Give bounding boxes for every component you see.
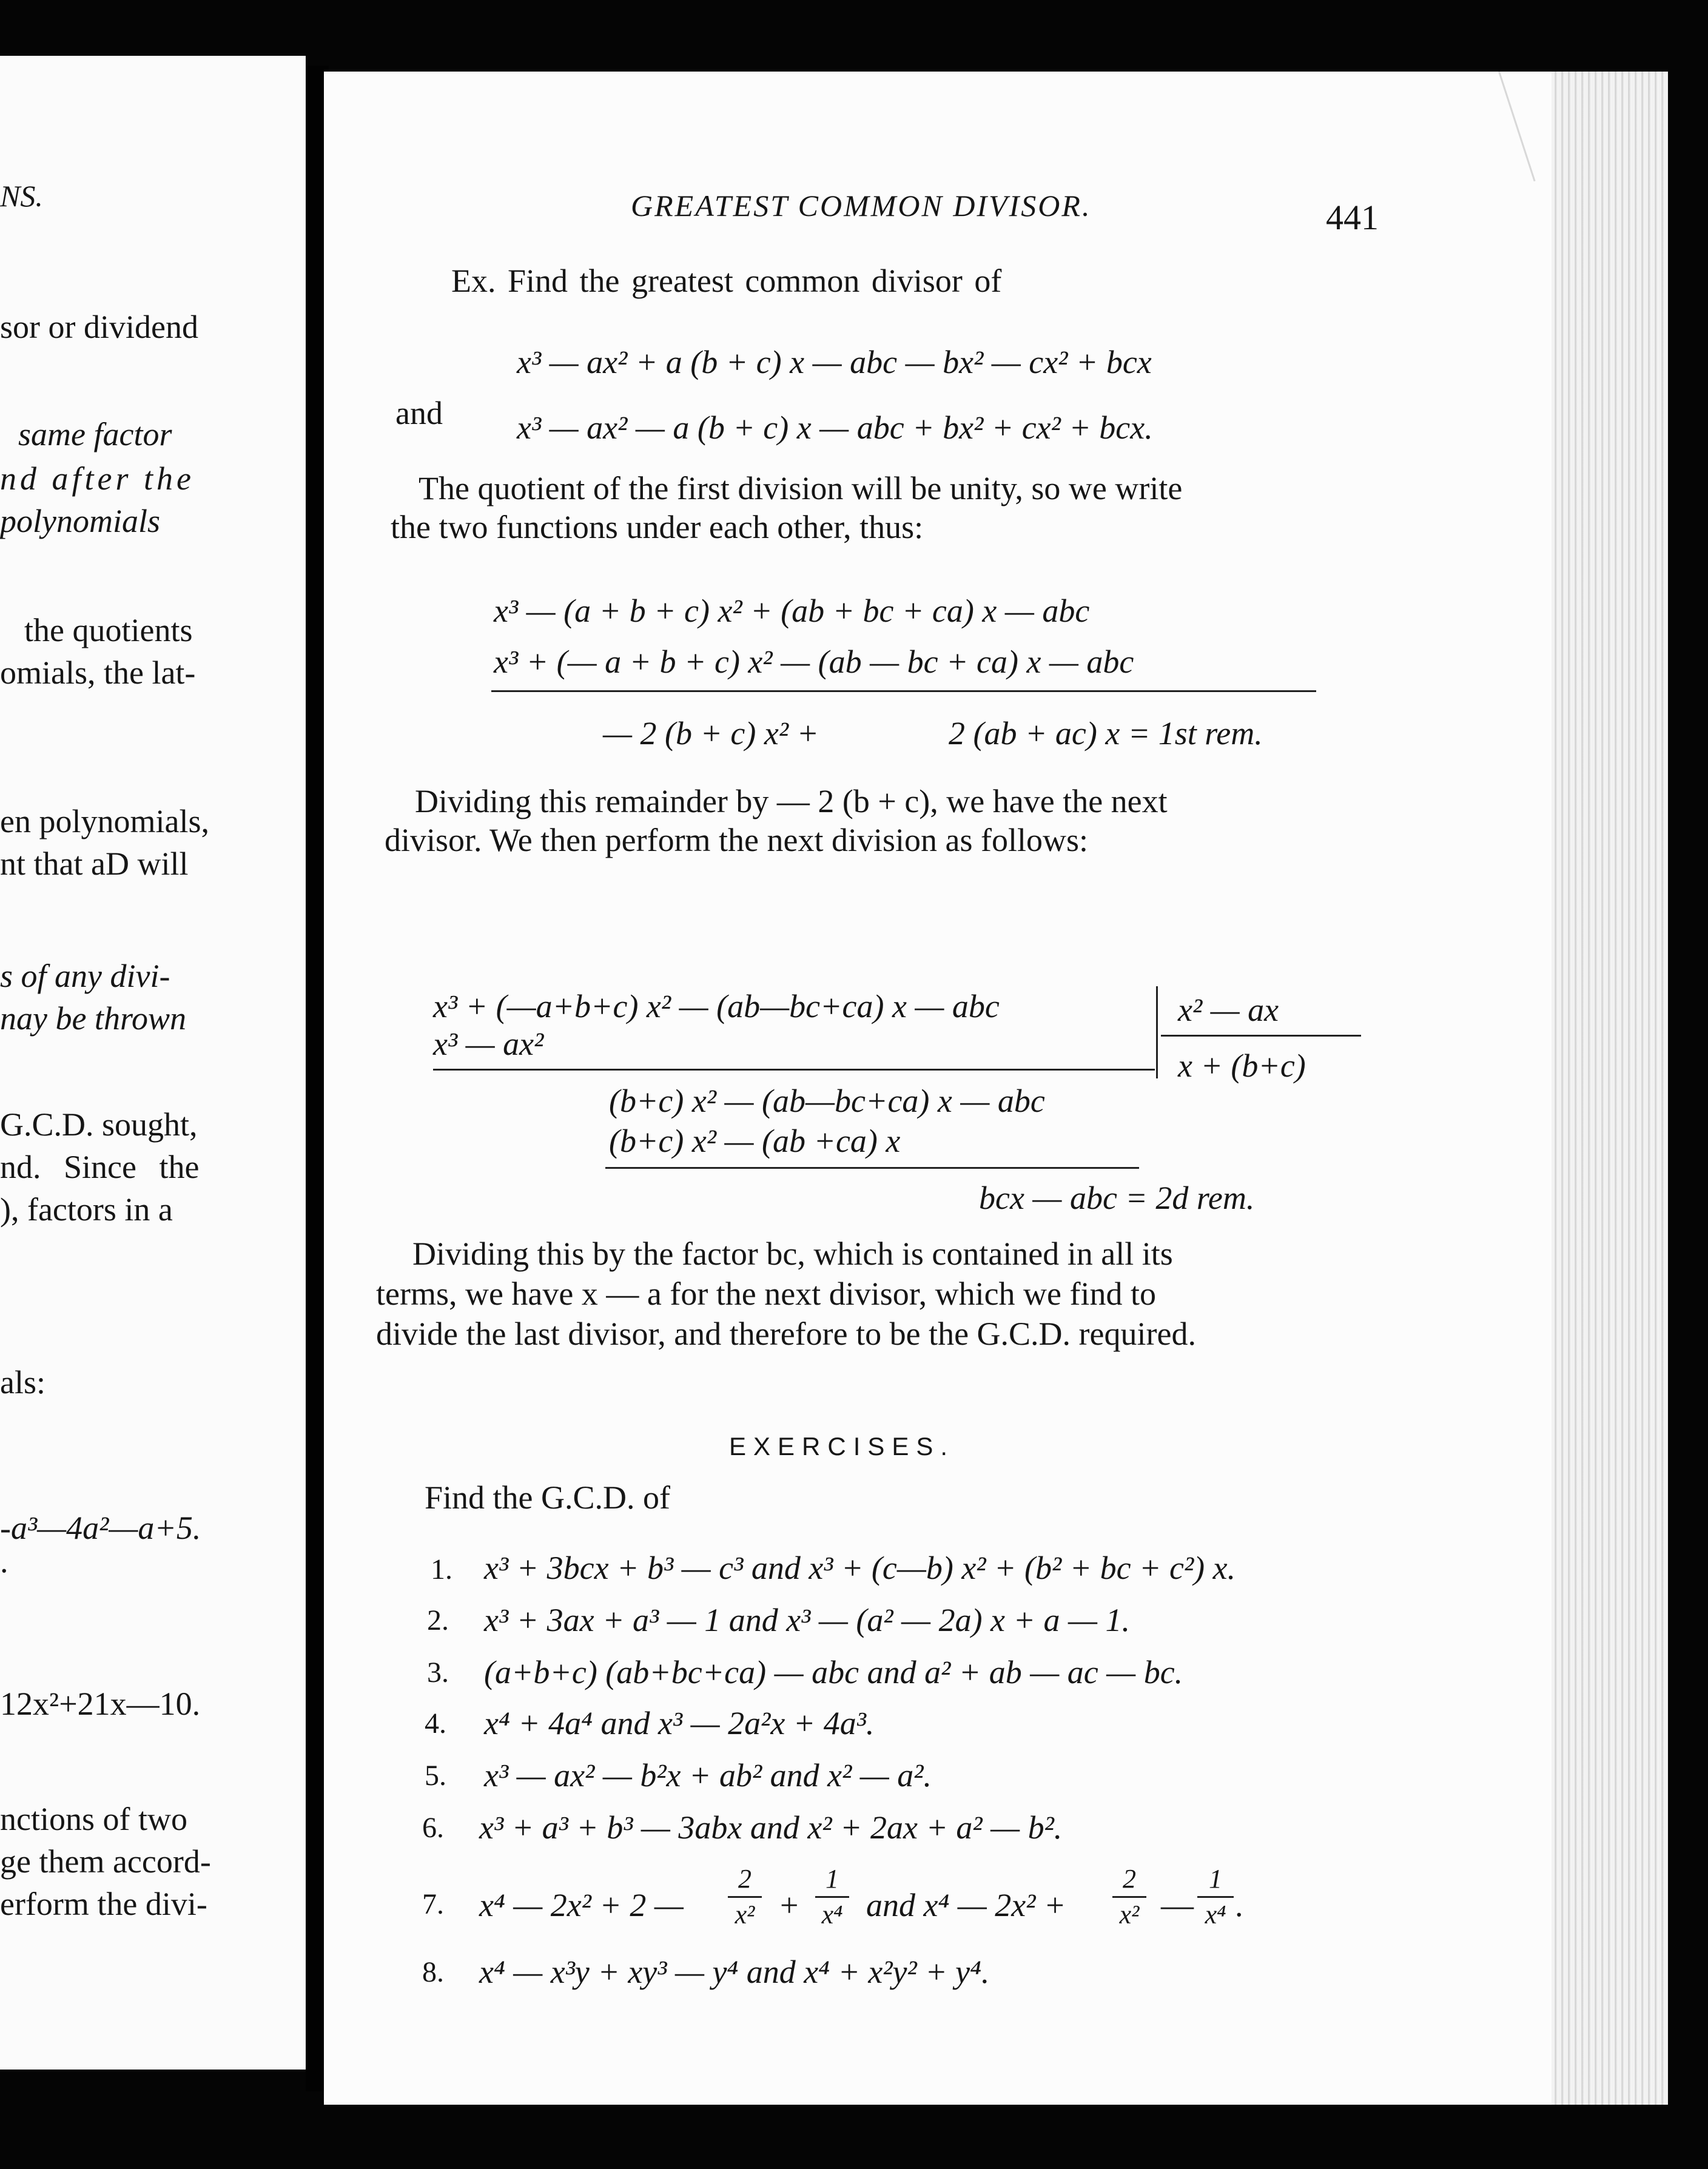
left-line-5: polynomials	[0, 503, 160, 539]
exercise-1-text: x³ + 3bcx + b³ — c³ and x³ + (c—b) x² + (b² + bc + c²) x.	[484, 1550, 1236, 1586]
subtraction-1-line-1: x³ — (a + b + c) x² + (ab + bc + ca) x — abc	[494, 593, 1090, 629]
exercise-1-number: 1.	[431, 1553, 452, 1586]
exercise-7-fraction-4-denominator: x⁴	[1205, 1900, 1226, 1929]
subtraction-1-remainder-left: — 2 (b + c) x² +	[603, 715, 819, 752]
page-edges	[1552, 72, 1668, 2105]
exercise-7-fraction-1-numerator: 2	[738, 1864, 751, 1894]
paragraph-3-line-1: Dividing this by the factor bc, which is contained in all its	[412, 1236, 1173, 1272]
left-line-15: als:	[0, 1364, 45, 1401]
paragraph-3-line-3: divide the last divisor, and therefore to be the G.C.D. required.	[376, 1316, 1196, 1352]
example-polynomial-2: x³ — ax² — a (b + c) x — abc + bx² + cx² + bcx.	[517, 409, 1153, 446]
division-2-quotient: x + (b+c)	[1178, 1048, 1306, 1084]
exercise-5-text: x³ — ax² — b²x + ab² and x² — a².	[484, 1757, 932, 1794]
exercise-4-number: 4.	[425, 1707, 446, 1740]
left-line-3: same factor	[18, 416, 172, 452]
exercises-intro: Find the G.C.D. of	[425, 1479, 670, 1516]
exercise-2-number: 2.	[427, 1604, 449, 1636]
exercise-7-number: 7.	[422, 1888, 444, 1920]
running-header: GREATEST COMMON DIVISOR.	[631, 189, 1092, 223]
subtraction-1-remainder-right: 2 (ab + ac) x = 1st rem.	[949, 715, 1263, 752]
paragraph-1	[391, 472, 1494, 543]
exercise-7-minus: —	[1161, 1887, 1194, 1923]
paragraph-1-line-1: The quotient of the first division will be unity, so we write	[419, 470, 1183, 506]
exercise-5-number: 5.	[425, 1760, 446, 1792]
exercise-7-fraction-4	[1197, 1866, 1234, 1928]
left-line-11: nay be thrown	[0, 1000, 186, 1037]
paragraph-3-line-2: terms, we have x — a for the next divisor, which we find to	[376, 1276, 1157, 1312]
subtraction-1-line-2: x³ + (— a + b + c) x² — (ab — bc + ca) x — abc	[494, 644, 1134, 680]
left-line-1: NS.	[0, 179, 43, 213]
exercise-7-fraction-2-denominator: x⁴	[821, 1900, 843, 1929]
left-line-17: .	[0, 1543, 8, 1579]
division-2-divisor: x² — ax	[1178, 992, 1279, 1028]
division-2-line-3: (b+c) x² — (ab—bc+ca) x — abc	[609, 1083, 1045, 1119]
example-intro: Ex. Find the greatest common divisor of	[451, 263, 1002, 299]
left-line-18: 12x²+21x—10.	[0, 1686, 201, 1722]
paragraph-1-line-2: the two functions under each other, thus:	[391, 509, 924, 545]
left-line-19: nctions of two	[0, 1801, 187, 1837]
division-2-rule-1	[433, 1069, 1155, 1071]
exercise-6-text: x³ + a³ + b³ — 3abx and x² + 2ax + a² — b².	[479, 1809, 1063, 1846]
left-line-21: erform the divi-	[0, 1886, 207, 1922]
division-2-remainder: bcx — abc = 2d rem.	[979, 1180, 1255, 1216]
left-line-4: nd after the	[0, 460, 195, 497]
paragraph-2-line-2: divisor. We then perform the next division as follows:	[385, 822, 1088, 858]
exercise-7-fraction-1	[728, 1866, 762, 1928]
right-page	[324, 72, 1668, 2105]
example-polynomial-1: x³ — ax² + a (b + c) x — abc — bx² — cx² + bcx	[517, 344, 1152, 380]
exercise-7-fraction-1-denominator: x²	[735, 1900, 755, 1929]
paragraph-2-line-1: Dividing this remainder by — 2 (b + c), we have the next	[415, 783, 1168, 819]
page-crease	[1498, 72, 1536, 181]
left-line-7: omials, the lat-	[0, 654, 196, 691]
left-line-6: the quotients	[24, 612, 193, 648]
paragraph-2	[385, 785, 1476, 856]
exercise-2-text: x³ + 3ax + a³ — 1 and x³ — (a² — 2a) x + a — 1.	[484, 1602, 1130, 1638]
left-line-10: s of any divi-	[0, 958, 170, 994]
exercise-3-number: 3.	[427, 1656, 449, 1689]
exercise-8-number: 8.	[422, 1956, 444, 1988]
division-2-rule-2	[605, 1167, 1139, 1169]
left-line-12: G.C.D. sought,	[0, 1106, 198, 1143]
exercise-7-fraction-3-denominator: x²	[1119, 1900, 1140, 1929]
page-number: 441	[1326, 198, 1379, 237]
left-line-13: nd. Since the	[0, 1149, 200, 1185]
exercise-7-fraction-2	[815, 1866, 849, 1928]
exercises-heading: EXERCISES.	[729, 1432, 955, 1461]
division-2-line-4: (b+c) x² — (ab +ca) x	[609, 1123, 901, 1159]
division-2-first-product: x³ — ax²	[433, 1026, 544, 1062]
exercise-6-number: 6.	[422, 1812, 444, 1844]
left-line-14: ), factors in a	[0, 1191, 173, 1228]
exercise-7-fraction-2-numerator: 1	[825, 1864, 839, 1894]
left-line-8: en polynomials,	[0, 803, 209, 839]
left-page	[0, 56, 306, 2070]
left-line-9: nt that aD will	[0, 846, 189, 882]
paragraph-3	[376, 1237, 1484, 1350]
exercise-7-fraction-3	[1112, 1866, 1146, 1928]
division-2-divisor-bar	[1156, 986, 1158, 1078]
left-line-2: sor or dividend	[0, 309, 198, 345]
exercise-7-fraction-4-numerator: 1	[1209, 1864, 1222, 1894]
exercise-3-text: (a+b+c) (ab+bc+ca) — abc and a² + ab — ac — bc.	[484, 1654, 1183, 1690]
exercise-8-text: x⁴ — x³y + xy³ — y⁴ and x⁴ + x²y² + y⁴.	[479, 1954, 990, 1990]
division-2-divisor-rule	[1161, 1035, 1361, 1037]
division-2-dividend: x³ + (—a+b+c) x² — (ab—bc+ca) x — abc	[433, 988, 1000, 1024]
exercise-7-end: .	[1235, 1887, 1243, 1923]
exercise-7-part-1: x⁴ — 2x² + 2 —	[479, 1887, 684, 1923]
exercise-7-and-part: and x⁴ — 2x² +	[866, 1887, 1066, 1923]
exercise-7-plus: +	[780, 1887, 799, 1923]
exercise-4-text: x⁴ + 4a⁴ and x³ — 2a²x + 4a³.	[484, 1705, 875, 1741]
left-line-20: ge them accord-	[0, 1843, 211, 1880]
example-and-label: and	[395, 395, 443, 431]
subtraction-1-rule	[491, 690, 1316, 692]
left-line-16: -a³—4a²—a+5.	[0, 1510, 201, 1546]
exercise-7-fraction-3-numerator: 2	[1123, 1864, 1136, 1894]
